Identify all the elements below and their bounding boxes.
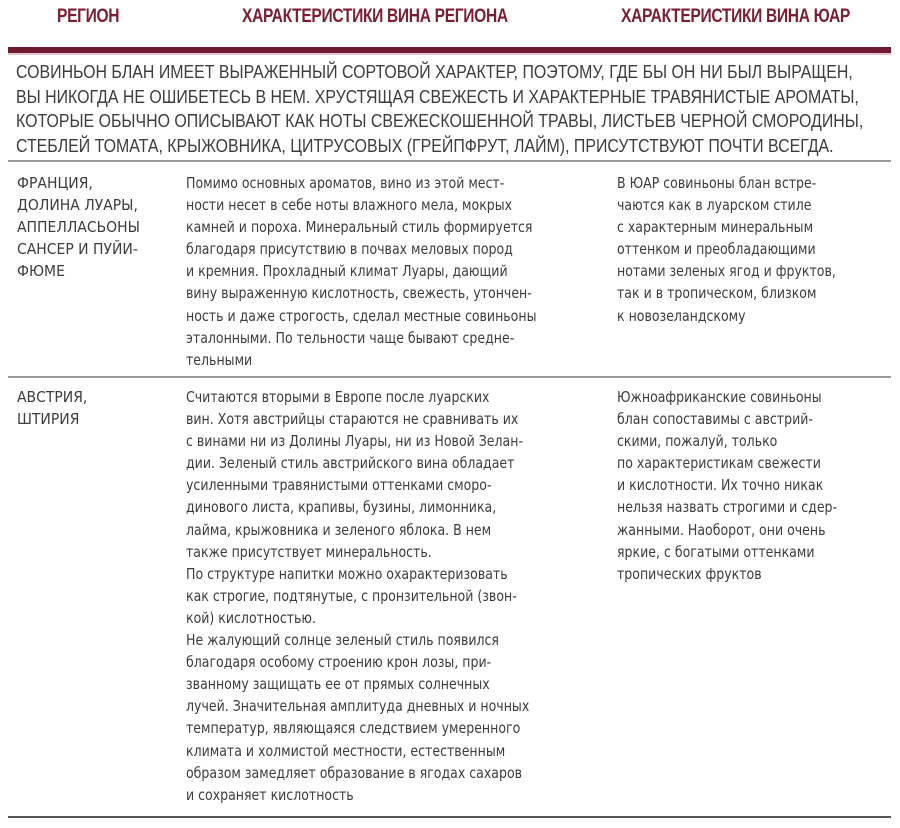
text-line: блан сопоставимы с австрий- [617,410,813,429]
row-divider [8,160,891,162]
text-line: с характерным минеральным [617,218,814,237]
table-header [0,0,900,44]
region-line: ФРАНЦИЯ, [17,174,93,192]
region-line: АППЕЛЛАСЬОНЫ [17,218,140,236]
text-line: благодаря особому строению крон лозы, при- [186,653,492,672]
text-line: динового листа, крапивы, бузины, лимонника, [186,498,497,517]
text-line: по характеристикам свежести [617,454,821,473]
text-line: Не жалующий солнце зеленый стиль появился [186,631,499,650]
text-line: вину выраженную кислотность, свежесть, утончен- [186,284,532,303]
text-line: с винами ни из Долины Луары, ни из Новой Зелан- [186,432,523,451]
region-line: САНСЕР И ПУЙИ- [17,240,138,258]
text-line: лучей. Значительная амплитуда дневных и ночных [186,697,530,716]
text-line: эталонными. По тельности чаще бывают средне- [186,328,515,347]
text-line: температур, являющаяся следствием умеренного [186,719,521,738]
region-cell-france [17,172,140,282]
text-line: камней и пороха. Минеральный стиль формируется [186,218,533,237]
text-line: Помимо основных ароматов, вино из этой мест- [186,174,505,192]
text-line: тропических фруктов [617,564,762,583]
text-line: жанными. Наоборот, они очень [617,520,826,539]
text-line: скими, пожалуй, только [617,432,778,451]
region-wine-cell-austria [186,386,529,806]
intro-paragraph [16,60,864,158]
column-header-region: РЕГИОН [57,6,120,27]
region-line: ФЮМЕ [17,262,65,280]
sa-wine-cell-austria [617,386,837,585]
text-line: В ЮАР совиньоны блан встре- [617,174,817,192]
text-line: так и в тропическом, близком [617,284,817,303]
text-line: вин. Хотя австрийцы стараются не сравнивать их [186,410,519,429]
header-divider [8,47,891,53]
row-divider [8,376,891,378]
text-line: ности несет в себе ноты влажного мела, мокрых [186,196,513,215]
text-line: к новозеландскому [617,306,746,325]
text-line: ность и даже строгость, сделал местные совиньоны [186,306,537,325]
text-line: По структуре напитки можно охарактеризовать [186,564,508,583]
text-line: чаются как в луарском стиле [617,196,812,215]
text-line: званному защищать ее от прямых солнечных [186,675,490,694]
intro-line: ВЫ НИКОГДА НЕ ОШИБЕТЕСЬ В НЕМ. ХРУСТЯЩАЯ СВЕЖЕСТЬ И ХАРАКТЕРНЫЕ ТРАВЯНИСТЫЕ АРОМАТЫ, [16,85,859,107]
text-line: и сохраняет кислотность [186,785,354,804]
text-line: усиленными травянистыми оттенками сморо- [186,476,492,495]
text-line: благодаря присутствию в почвах меловых пород [186,240,513,259]
column-header-sa-wine: ХАРАКТЕРИСТИКИ ВИНА ЮАР [621,6,850,27]
text-line: тельными [186,350,253,369]
text-line: нельзя назвать строгими и сдер- [617,498,838,517]
intro-line: СТЕБЛЕЙ ТОМАТА, КРЫЖОВНИКА, ЦИТРУСОВЫХ (ГРЕЙПФРУТ, ЛАЙМ), ПРИСУТСТВУЮТ ПОЧТИ ВСЕГДА. [16,134,834,156]
text-line: и кремния. Прохладный климат Луары, дающий [186,262,508,281]
text-line: климата и холмистой местности, естественным [186,741,506,760]
text-line: оттенком и преобладающими [617,240,816,259]
table-bottom-rule [8,816,891,818]
text-line: как строгие, подтянутые, с пронзительной (звон- [186,586,517,605]
text-line: образом замедляет образование в ягодах сахаров [186,763,523,782]
text-line: лайма, крыжовника и зеленого яблока. В нем [186,520,492,539]
region-wine-cell-france [186,172,536,371]
text-line: кой) кислотностью. [186,608,316,627]
text-line: яркие, с богатыми оттенками [617,542,815,561]
text-line: Считаются вторыми в Европе после луарских [186,388,490,406]
column-header-region-wine: ХАРАКТЕРИСТИКИ ВИНА РЕГИОНА [242,6,508,27]
intro-line: КОТОРЫЕ ОБЫЧНО ОПИСЫВАЮТ КАК НОТЫ СВЕЖЕСКОШЕННОЙ ТРАВЫ, ЛИСТЬЕВ ЧЕРНОЙ СМОРОДИНЫ, [16,110,864,131]
region-line: ДОЛИНА ЛУАРЫ, [17,196,138,214]
sa-wine-cell-france [617,172,836,327]
text-line: Южноафриканские совиньоны [617,388,822,406]
text-line: также присутствует минеральность. [186,542,432,561]
text-line: нотами зеленых ягод и фруктов, [617,262,836,281]
text-line: и кислотности. Их точно никак [617,476,824,495]
text-line: дии. Зеленый стиль австрийского вина обладает [186,454,515,473]
region-line: АВСТРИЯ, [17,388,88,406]
region-line: ШТИРИЯ [17,410,80,428]
region-cell-austria [17,386,87,430]
intro-line: СОВИНЬОН БЛАН ИМЕЕТ ВЫРАЖЕННЫЙ СОРТОВОЙ ХАРАКТЕР, ПОЭТОМУ, ГДЕ БЫ ОН НИ БЫЛ ВЫРАЩЕН, [16,61,853,82]
